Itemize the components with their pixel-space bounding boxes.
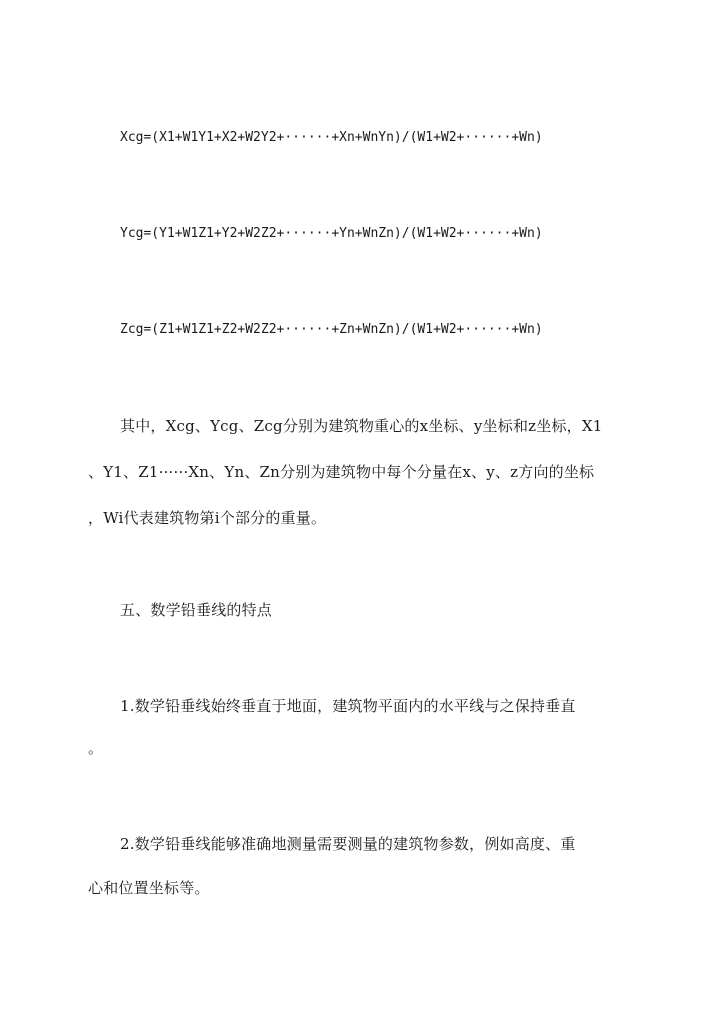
point-2-line-1: 2.数学铅垂线能够准确地测量需要测量的建筑物参数，例如高度、重	[120, 835, 576, 853]
formula-ycg: Ycg=(Y1+W1Z1+Y2+W2Z2+······+Yn+WnZn)/(W1+W2+······+Wn)	[120, 226, 543, 241]
point-2-line-2: 心和位置坐标等。	[88, 879, 210, 897]
formula-zcg: Zcg=(Z1+W1Z1+Z2+W2Z2+······+Zn+WnZn)/(W1+W2+······+Wn)	[120, 322, 543, 337]
formula-xcg: Xcg=(X1+W1Y1+X2+W2Y2+······+Xn+WnYn)/(W1+W2+······+Wn)	[120, 130, 543, 145]
point-1-line-1: 1.数学铅垂线始终垂直于地面，建筑物平面内的水平线与之保持垂直	[120, 697, 576, 715]
explanation-line-2: 、Y1、Z1······Xn、Yn、Zn分别为建筑物中每个分量在x、y、z方向的坐标	[88, 463, 595, 481]
section-heading: 五、数学铅垂线的特点	[120, 601, 273, 619]
explanation-line-3: ，Wi代表建筑物第i个部分的重量。	[88, 509, 327, 527]
point-1-line-2: 。	[88, 739, 104, 757]
explanation-line-1: 其中，Xcg、Ycg、Zcg分别为建筑物重心的x坐标、y坐标和z坐标，X1	[120, 417, 603, 435]
